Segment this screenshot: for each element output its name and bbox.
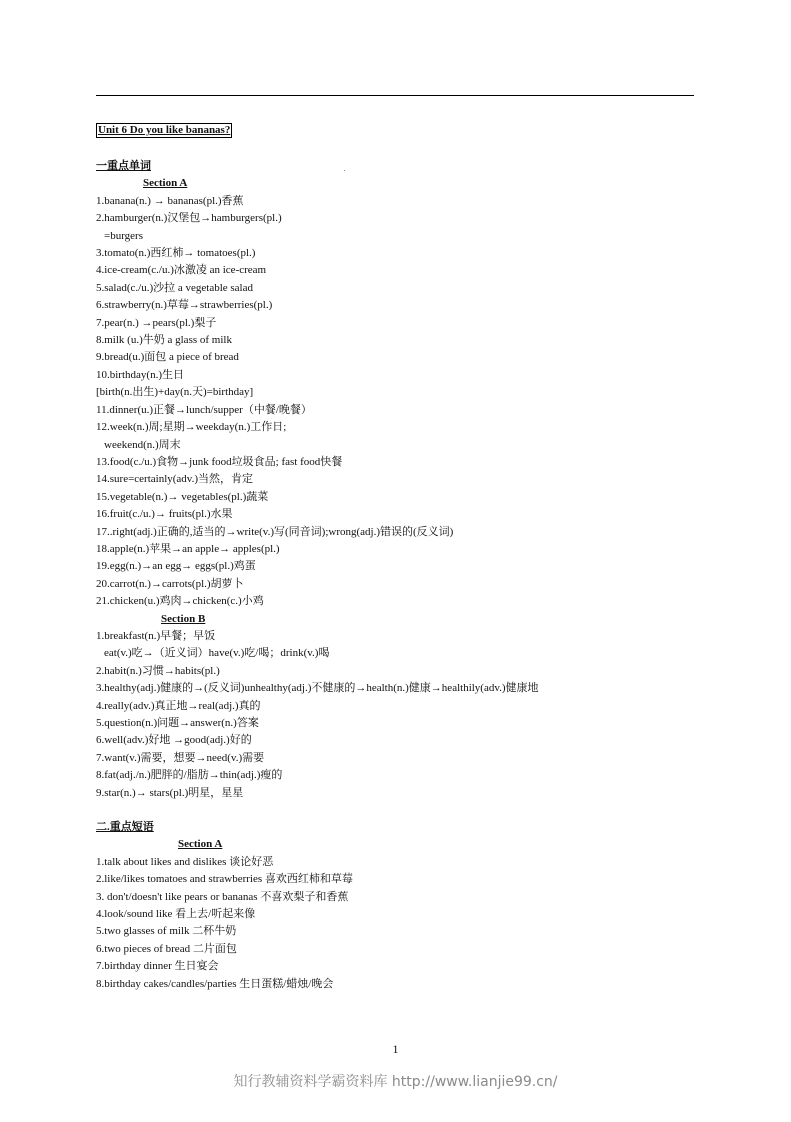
header-rule [96,95,694,96]
list-item: 3.tomato(n.)西红柿→ tomatoes(pl.) [96,247,256,260]
list-item: 6.two pieces of bread 二片面包 [96,942,237,955]
list-item: 17..right(adj.)正确的,适当的→write(v.)写(同音词);wrong(adj.)错误的(反义词) [96,525,454,538]
list-item: 5.question(n.)问题→answer(n.)答案 [96,717,259,729]
unit-title: Unit 6 Do you like bananas? [98,124,231,136]
list-item: 3. don't/doesn't like pears or bananas 不喜欢梨子和香蕉 [96,890,349,903]
list-item: 14.sure=certainly(adv.)当然，肯定 [96,473,254,486]
phrases-section-a-label: Section A [178,838,223,851]
list-item: [birth(n.出生)+day(n.天)=birthday] [96,386,254,399]
list-item: 18.apple(n.)苹果→an apple→ apples(pl.) [96,542,280,555]
list-item: 1.talk about likes and dislikes 谈论好恶 [96,855,274,868]
list-item: 5.two glasses of milk 二杯牛奶 [96,925,237,938]
list-item: 8.milk (u.)牛奶 a glass of milk [96,334,232,347]
list-item: 8.fat(adj./n.)肥胖的/脂肪→thin(adj.)瘦的 [96,769,283,782]
list-item: 4.look/sound like 看上去/听起来像 [96,908,256,921]
list-item: 21.chicken(u.)鸡肉→chicken(c.)小鸡 [96,595,264,608]
list-item: 8.birthday cakes/candles/parties 生日蛋糕/蜡烛/晚会 [96,977,334,990]
list-item: 2.habit(n.)习惯→habits(pl.) [96,664,220,677]
list-item: 2.like/likes tomatoes and strawberries 喜欢西红柿和草莓 [96,873,353,886]
list-item: 4.really(adv.)真正地→real(adj.)真的 [96,699,261,712]
list-item: 12.week(n.)周;星期→weekday(n.)工作日; [96,421,287,434]
list-item: weekend(n.)周末 [104,438,181,451]
words-section-a-label: Section A [143,177,188,190]
phrases-heading: 二.重点短语 [96,821,154,834]
list-item: 6.well(adv.)好地 →good(adj.)好的 [96,734,252,747]
list-item: eat(v.)吃→（近义词）have(v.)吃/喝；drink(v.)喝 [104,647,330,660]
list-item: 6.strawberry(n.)草莓→strawberries(pl.) [96,299,273,312]
words-section-a-list [96,193,696,611]
list-item: 3.healthy(adj.)健康的→(反义词)unhealthy(adj.)不健康的→health(n.)健康→healthily(adv.)健康地 [96,682,539,695]
list-item: 7.want(v.)需要，想要→need(v.)需要 [96,751,265,764]
words-heading: 一重点单词 [96,160,151,172]
list-item: =burgers [104,229,143,242]
list-item: 19.egg(n.)→an egg→ eggs(pl.)鸡蛋 [96,560,256,573]
phrases-section-a-list [96,854,696,993]
list-item: 5.salad(c./u.)沙拉 a vegetable salad [96,281,253,294]
list-item: 1.breakfast(n.)早餐；早饭 [96,629,216,642]
list-item: 1.banana(n.) → bananas(pl.)香蕉 [96,194,244,207]
list-item: 9.star(n.)→ stars(pl.)明星，星星 [96,786,244,799]
page-number: 1 [392,1042,399,1056]
list-item: 20.carrot(n.)→carrots(pl.)胡萝卜 [96,577,244,590]
list-item: 7.pear(n.) →pears(pl.)梨子 [96,316,217,329]
list-item: 15.vegetable(n.)→ vegetables(pl.)蔬菜 [96,490,269,503]
words-section-b-list [96,628,696,802]
list-item: 16.fruit(c./u.)→ fruits(pl.)水果 [96,508,233,521]
list-item: 11.dinner(u.)正餐→lunch/supper（中餐/晚餐） [96,403,312,416]
words-section-b-label: Section B [161,612,206,625]
list-item: 4.ice-cream(c./u.)冰激凌 an ice-cream [96,264,267,277]
list-item: 9.bread(u.)面包 a piece of bread [96,351,239,364]
list-item: 13.food(c./u.)食物→junk food垃圾食品; fast food快餐 [96,455,343,468]
list-item: 10.birthday(n.)生日 [96,368,184,381]
document-body [96,122,696,993]
list-item: 2.hamburger(n.)汉堡包→hamburgers(pl.) [96,212,282,225]
watermark: 知行教辅资料学霸资料库 http://www.lianjie99.cn/ [233,1074,558,1090]
list-item: 7.birthday dinner 生日宴会 [96,960,219,973]
